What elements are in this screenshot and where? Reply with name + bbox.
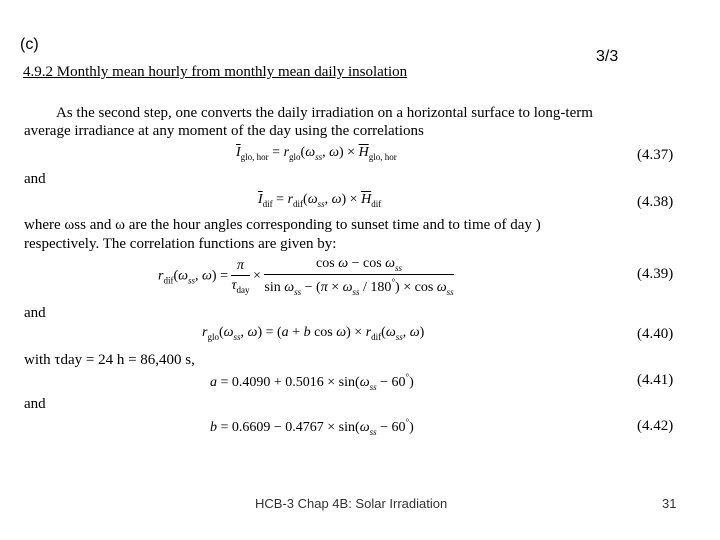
equation-number-4-37: (4.37) (637, 147, 674, 163)
equation-4-41: $a = 0.4090 + 0.5016 \times \sin(\omega_{ss} - 60^\circ)$ (210, 372, 414, 392)
equation-4-39: $r_{dif}(\omega_{ss}$, ω) = $\frac{\pi}{\tau_{day}}$ × $\frac{\cos \omega - \cos \omega_{ss}}{\sin \omega_{ss} - (\pi \times \omega_{ss} / 180^\circ) \times \cos \omega_{ss}}$ (158, 256, 454, 297)
section-heading: 4.9.2 Monthly mean hourly from monthly mean daily insolation (23, 64, 408, 80)
fraction-cos-over-sin: $\frac{\cos \omega - \cos \omega_{ss}}{\sin \omega_{ss} - (\pi \times \omega_{ss} / 180^\circ) \times \cos \omega_{ss}}$ (264, 256, 454, 297)
and-label-2: and (24, 305, 46, 321)
slide-number: 31 (662, 496, 677, 511)
equation-4-38: $\overline{I}_{dif} = r_{dif}(\omega_{ss}$, $\omega) \times \overline{H}_{dif}$ (258, 192, 382, 209)
page-fraction: 3/3 (596, 48, 619, 65)
where-line-2: respectively. The correlation functions are given by: (24, 236, 337, 252)
equation-number-4-40: (4.40) (637, 326, 674, 342)
part-label: (c) (20, 36, 39, 53)
intro-line-2: average irradiance at any moment of the day using the correlations (24, 123, 424, 139)
fraction-pi-over-tau: $\frac{\pi}{\tau_{day}}$ (231, 258, 250, 295)
where-line-1: where ωss and ω are the hour angles corresponding to sunset time and to time of day ) (24, 217, 541, 233)
and-label-1: and (24, 171, 46, 187)
equation-number-4-42: (4.42) (637, 418, 674, 434)
equation-number-4-41: (4.41) (637, 372, 674, 388)
equation-number-4-39: (4.39) (637, 266, 674, 282)
equation-4-40: $r_{glo}(\omega_{ss}$, ω) = (a + b $\cos \omega) \times r_{dif}(\omega_{ss}$, ω) (202, 325, 425, 342)
equation-4-42: $b = 0.6609 - 0.4767 \times \sin(\omega_{ss} - 60^\circ)$ (210, 417, 414, 437)
intro-line-1: As the second step, one converts the daily irradiation on a horizontal surface to long-term (56, 105, 593, 121)
equation-4-37: $\overline{I}_{glo, hor} = r_{glo}(\omega_{ss}$, $\omega) \times \overline{H}_{glo, hor}$ (236, 145, 397, 162)
with-tau-day-line: with τday = 24 h = 86,400 s, (24, 352, 195, 368)
equation-number-4-38: (4.38) (637, 194, 674, 210)
footer-title: HCB-3 Chap 4B: Solar Irradiation (255, 496, 448, 511)
and-label-3: and (24, 396, 46, 412)
